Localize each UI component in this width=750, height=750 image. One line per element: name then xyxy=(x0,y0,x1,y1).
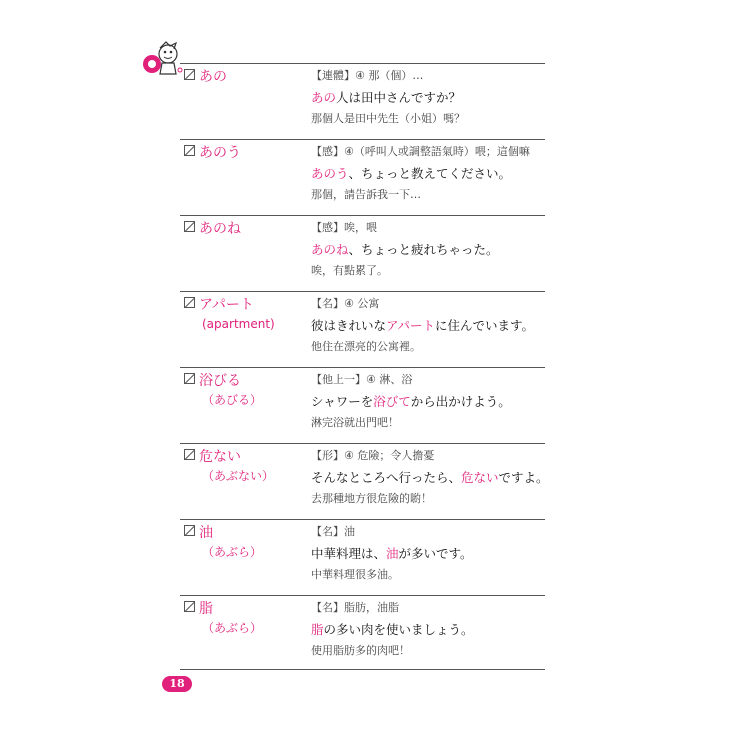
checkbox-icon[interactable] xyxy=(184,221,195,232)
checkbox-icon[interactable] xyxy=(184,69,195,80)
translation: 去那種地方很危險的喲！ xyxy=(311,492,432,505)
dictionary-entry xyxy=(180,215,545,292)
translation: 那個，請告訴我一下… xyxy=(311,188,421,201)
example-sentence: あのね、ちょっと疲れちゃった。 xyxy=(311,242,499,257)
part-of-speech: 【感】唉，喂 xyxy=(311,221,377,234)
dictionary-entry xyxy=(180,595,545,672)
example-sentence: そんなところへ行ったら、危ないですよ。 xyxy=(311,470,549,485)
part-of-speech: 【名】油 xyxy=(311,525,355,538)
example-sentence: 中華料理は、油が多いです。 xyxy=(311,546,473,561)
example-sentence: シャワーを浴びてから出かけよう。 xyxy=(311,394,511,409)
dictionary-entry xyxy=(180,63,545,140)
headword-reading: （あぶない） xyxy=(202,469,275,483)
dictionary-entry xyxy=(180,519,545,596)
headword-reading: （あぶら） xyxy=(202,621,263,635)
headword-reading: （あぶら） xyxy=(202,545,263,559)
headword: あのね xyxy=(184,220,304,238)
headword: アパート xyxy=(184,296,304,314)
headword-reading: (apartment) xyxy=(202,317,275,331)
checkbox-icon[interactable] xyxy=(184,145,195,156)
bottom-divider xyxy=(180,669,545,670)
headword: 油 xyxy=(184,524,304,542)
page-number-badge: 18 xyxy=(162,676,192,692)
part-of-speech: 【連體】④ 那（個）… xyxy=(311,69,424,82)
checkbox-icon[interactable] xyxy=(184,449,195,460)
checkbox-icon[interactable] xyxy=(184,525,195,536)
headword: 危ない xyxy=(184,448,304,466)
translation: 那個人是田中先生（小姐）嗎？ xyxy=(311,112,465,125)
dictionary-entry xyxy=(180,443,549,520)
dictionary-entry xyxy=(180,139,545,216)
translation: 使用脂肪多的肉吧！ xyxy=(311,644,410,657)
headword: あのう xyxy=(184,144,304,162)
checkbox-icon[interactable] xyxy=(184,297,195,308)
headword: 脂 xyxy=(184,600,304,618)
example-sentence: 脂の多い肉を使いましょう。 xyxy=(311,622,474,637)
part-of-speech: 【他上一】④ 淋、浴 xyxy=(311,373,413,386)
headword: あの xyxy=(184,68,304,86)
checkbox-icon[interactable] xyxy=(184,601,195,612)
translation: 他住在漂亮的公寓裡。 xyxy=(311,340,421,353)
example-sentence: あの人は田中さんですか？ xyxy=(311,90,462,105)
headword: 浴びる xyxy=(184,372,304,390)
example-sentence: 彼はきれいなアパートに住んでいます。 xyxy=(311,318,535,333)
dictionary-entry xyxy=(180,367,545,444)
part-of-speech: 【形】④ 危險；令人擔憂 xyxy=(311,449,435,462)
translation: 中華料理很多油。 xyxy=(311,568,399,581)
checkbox-icon[interactable] xyxy=(184,373,195,384)
translation: 淋完浴就出門吧！ xyxy=(311,416,399,429)
part-of-speech: 【感】④（呼叫人或調整語氣時）喂；這個嘛 xyxy=(311,145,530,158)
headword-reading: （あびる） xyxy=(202,393,263,407)
dictionary-entry xyxy=(180,291,545,368)
translation: 唉，有點累了。 xyxy=(311,264,388,277)
part-of-speech: 【名】脂肪，油脂 xyxy=(311,601,399,614)
mascot-illustration xyxy=(140,40,184,80)
example-sentence: あのう、ちょっと教えてください。 xyxy=(311,166,512,181)
part-of-speech: 【名】④ 公寓 xyxy=(311,297,380,310)
